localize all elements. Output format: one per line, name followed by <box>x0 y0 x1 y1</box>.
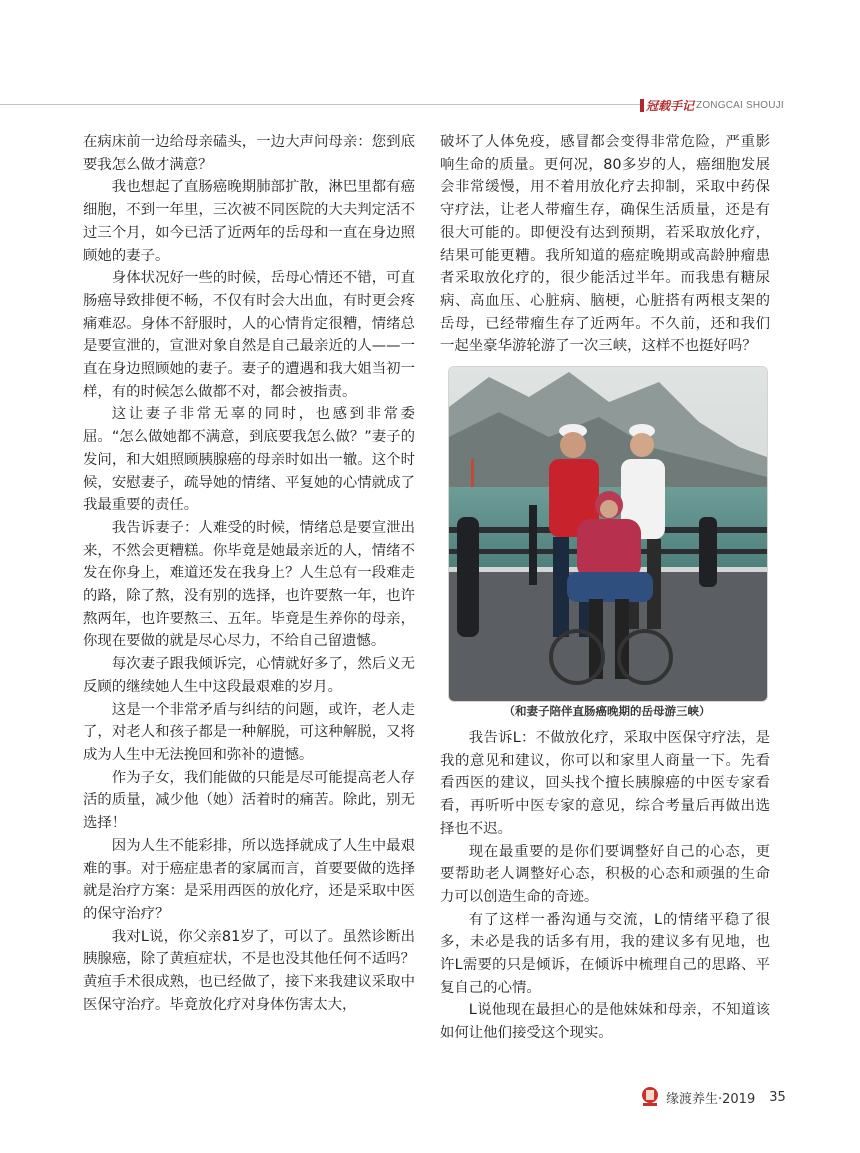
paragraph: 在病床前一边给母亲磕头，一边大声问母亲：您到底要我怎么做才满意？ <box>83 134 415 173</box>
photo-caption: （和妻子陪伴直肠癌晚期的岳母游三峡） <box>503 704 711 718</box>
page-footer <box>640 1086 786 1108</box>
paragraph: 我对L说，你父亲81岁了，可以了。虽然诊断出胰腺癌，除了黄疸症状，不是也没其他任何不适吗？黄疸手术很成熟，也已经做了，接下来我建议采取中医保守治疗。毕竟放化疗对身体伤害太大， <box>83 928 415 1013</box>
travel-photo <box>448 366 768 702</box>
paragraph: 每次妻子跟我倾诉完，心情就好多了，然后义无反顾的继续她人生中这段最艰难的岁月。 <box>83 656 415 695</box>
paragraph: 这让妻子非常无辜的同时，也感到非常委屈。“怎么做她都不满意，到底要我怎么做？”妻子的发问，和大姐照顾胰腺癌的母亲时如出一辙。这个时候，安慰妻子，疏导她的情绪、平复她的心情就成了我最重要的责任。 <box>83 406 415 514</box>
paragraph: 我告诉L：不做放化疗，采取中医保守疗法，是我的意见和建议，你可以和家里人商量一下。先看看西医的建议，回头找个擅长胰腺癌的中医专家看看，再听听中医专家的意见，综合考量后再做出选择也不迟。 <box>440 730 770 837</box>
paragraph: 破坏了人体免疫，感冒都会变得非常危险，严重影响生命的质量。更何况，80多岁的人，癌细胞发展会非常缓慢，用不着用放化疗去抑制，采取中药保守疗法，让老人带瘤生存，确保生活质量，还是有很大可能的。即便没有达到预期，若采取放化疗，结果可能更糟。我所知道的癌症晚期或高龄肿瘤患者采取放化疗的，很少能活过半年。而我患有糖尿病、高血压、心脏病、脑梗，心脏搭有两根支架的岳母，已经带瘤生存了近两年。不久前，还和我们一起坐豪华游轮游了一次三峡，这样不也挺好吗？ <box>440 134 770 355</box>
right-text-column-top <box>440 131 770 358</box>
paragraph: 我告诉妻子：人难受的时候，情绪总是要宣泄出来，不然会更糟糕。你毕竟是她最亲近的人，情绪不发在你身上，难道还发在我身上？人生总有一段难走的路，除了熬，没有别的选择，也许要熬一年，也许熬两年，也许要熬三、五年。毕竟是生养你的母亲，你现在要做的就是尽心尽力，不给自己留遗憾。 <box>83 519 415 650</box>
paragraph: 这是一个非常矛盾与纠结的问题，或许，老人走了，对老人和孩子都是一种解脱，可这种解脱，又将成为人生中无法挽回和弥补的遗憾。 <box>83 701 415 763</box>
header-brand <box>640 96 784 114</box>
three-gorges-photo-illustration <box>449 367 767 701</box>
column-brand-subtitle: ZONGCAI SHOUJI <box>696 99 784 111</box>
left-text-column <box>83 131 415 1016</box>
magazine-logo-icon <box>640 1086 660 1108</box>
paragraph: 因为人生不能彩排，所以选择就成了人生中最艰难的事。对于癌症患者的家属而言，首要要做的选择就是治疗方案：是采用西医的放化疗，还是采取中医的保守治疗？ <box>83 837 415 922</box>
header-rule <box>0 104 640 105</box>
paragraph: 有了这样一番沟通与交流，L的情绪平稳了很多，未必是我的话多有用，我的建议多有见地，也许L需要的只是倾诉，在倾诉中梳理自己的思路、平复自己的心情。 <box>440 911 770 996</box>
paragraph: 身体状况好一些的时候，岳母心情还不错，可直肠癌导致排便不畅，不仅有时会大出血，有时更会疼痛难忍。身体不舒服时，人的心情肯定很糟，情绪总是要宣泄的，宣泄对象自然是自己最亲近的人——一直在身边照顾她的妻子。妻子的遭遇和我大姐当初一样，有的时候怎么做都不对，都会被指责。 <box>83 270 415 400</box>
paragraph: 我也想起了直肠癌晚期肺部扩散，淋巴里都有癌细胞，不到一年里，三次被不同医院的大夫判定活不过三个月，如今已活了近两年的岳母和一直在身边照顾她的妻子。 <box>83 179 415 264</box>
paragraph: 现在最重要的是你们要调整好自己的心态，更要帮助老人调整好心态，积极的心态和顽强的生命力可以创造生命的奇迹。 <box>440 843 770 905</box>
page-number: 35 <box>769 1089 786 1105</box>
paragraph: 作为子女，我们能做的只能是尽可能提高老人存活的质量，减少他（她）活着时的痛苦。除此，别无选择！ <box>83 769 415 832</box>
magazine-name: 缘渡养生·2019 <box>666 1091 756 1107</box>
right-text-column-bottom <box>440 727 770 1045</box>
column-brand-title: 冠载手记 <box>646 98 695 113</box>
paragraph: L说他现在最担心的是他妹妹和母亲，不知道该如何让他们接受这个现实。 <box>440 1002 770 1042</box>
brand-bar-icon <box>640 99 644 112</box>
